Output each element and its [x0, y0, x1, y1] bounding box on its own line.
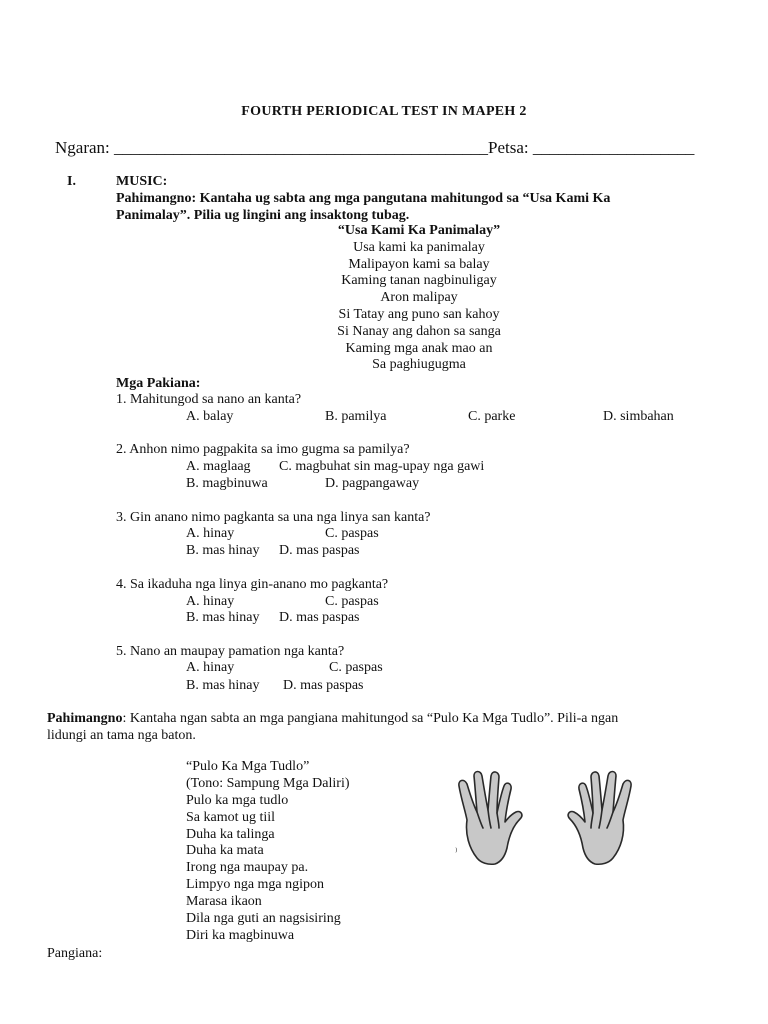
choice-b[interactable]: B. magbinuwa: [186, 476, 268, 491]
song-line: Kaming mga anak mao an: [345, 340, 493, 356]
name-date-line: Ngaran: ____________________________________________Petsa: ___________________: [55, 138, 695, 157]
choice-a[interactable]: A. balay: [186, 409, 234, 424]
questions-label: Mga Pakiana:: [116, 376, 201, 391]
instruction-2-line-2: lidungi an tama nga baton.: [47, 728, 196, 743]
song-line: Pulo ka mga tudlo: [186, 792, 289, 808]
choice-d[interactable]: D. pagpangaway: [325, 476, 420, 491]
instruction-2: [47, 710, 618, 727]
choice-d[interactable]: D. mas paspas: [283, 678, 364, 693]
question-2: 2. Anhon nimo pagpakita sa imo gugma sa pamilya?: [116, 442, 410, 457]
choice-a[interactable]: A. maglaag: [186, 459, 251, 474]
song-line: Si Tatay ang puno san kahoy: [338, 306, 500, 322]
instruction-2-text: : Kantaha ngan sabta an mga pangiana mahitungod sa “Pulo Ka Mga Tudlo”. Pili-a ngan: [122, 711, 619, 726]
song-2-tune: (Tono: Sampung Mga Daliri): [186, 775, 350, 791]
choice-d[interactable]: D. simbahan: [603, 409, 674, 424]
song-1: [0, 223, 768, 374]
song-line: Malipayon kami sa balay: [348, 256, 490, 272]
question-5: 5. Nano an maupay pamation nga kanta?: [116, 644, 345, 659]
choice-b[interactable]: B. mas hinay: [186, 543, 260, 558]
choice-b[interactable]: B. pamilya: [325, 409, 387, 424]
choice-d[interactable]: D. mas paspas: [279, 543, 360, 558]
question-1: 1. Mahitungod sa nano an kanta?: [116, 392, 302, 407]
song-line: Si Nanay ang dahon sa sanga: [337, 323, 501, 339]
song-2-title: “Pulo Ka Mga Tudlo”: [186, 759, 310, 774]
question-3: 3. Gin anano nimo pagkanta sa una nga linya san kanta?: [116, 510, 431, 525]
choice-c[interactable]: C. paspas: [325, 594, 379, 609]
choice-c[interactable]: C. paspas: [325, 526, 379, 541]
stray-mark: ⁾: [455, 847, 458, 858]
choice-a[interactable]: A. hinay: [186, 526, 235, 541]
song-line: Sa paghiugugma: [372, 357, 466, 373]
song-line: Limpyo nga mga ngipon: [186, 877, 325, 893]
song-line: Usa kami ka panimalay: [353, 239, 485, 255]
choice-c[interactable]: C. paspas: [329, 660, 383, 675]
choice-a[interactable]: A. hinay: [186, 660, 235, 675]
section-number: I.: [67, 174, 76, 189]
choice-d[interactable]: D. mas paspas: [279, 610, 360, 625]
instruction-line-1: Pahimangno: Kantaha ug sabta ang mga pangutana mahitungod sa “Usa Kami Ka: [116, 191, 611, 206]
choice-b[interactable]: B. mas hinay: [186, 610, 260, 625]
song-2: [186, 759, 350, 945]
song-1-title: “Usa Kami Ka Panimalay”: [337, 223, 501, 238]
song-line: Duha ka mata: [186, 843, 264, 859]
questions-footer-label: Pangiana:: [47, 946, 103, 961]
section-heading: MUSIC:: [116, 174, 168, 189]
hands-icon: [455, 768, 635, 868]
choice-b[interactable]: B. mas hinay: [186, 678, 260, 693]
song-line: Kaming tanan nagbinuligay: [341, 273, 497, 289]
song-line: Diri ka magbinuwa: [186, 927, 295, 943]
song-line: Sa kamot ug tiil: [186, 809, 276, 825]
choice-c[interactable]: C. parke: [468, 409, 516, 424]
song-line: Dila nga guti an nagsisiring: [186, 911, 341, 927]
question-4: 4. Sa ikaduha nga linya gin-anano mo pagkanta?: [116, 577, 389, 592]
song-line: Irong nga maupay pa.: [186, 860, 309, 876]
choice-a[interactable]: A. hinay: [186, 594, 235, 609]
test-title: FOURTH PERIODICAL TEST IN MAPEH 2: [241, 104, 527, 119]
instruction-2-label: Pahimangno: [47, 711, 123, 726]
instruction-line-2: Panimalay”. Pilia ug lingini ang insaktong tubag.: [116, 208, 410, 223]
song-line: Marasa ikaon: [186, 894, 262, 910]
song-line: Aron malipay: [380, 290, 458, 306]
song-line: Duha ka talinga: [186, 826, 275, 842]
choice-c[interactable]: C. magbuhat sin mag-upay nga gawi: [279, 459, 485, 474]
